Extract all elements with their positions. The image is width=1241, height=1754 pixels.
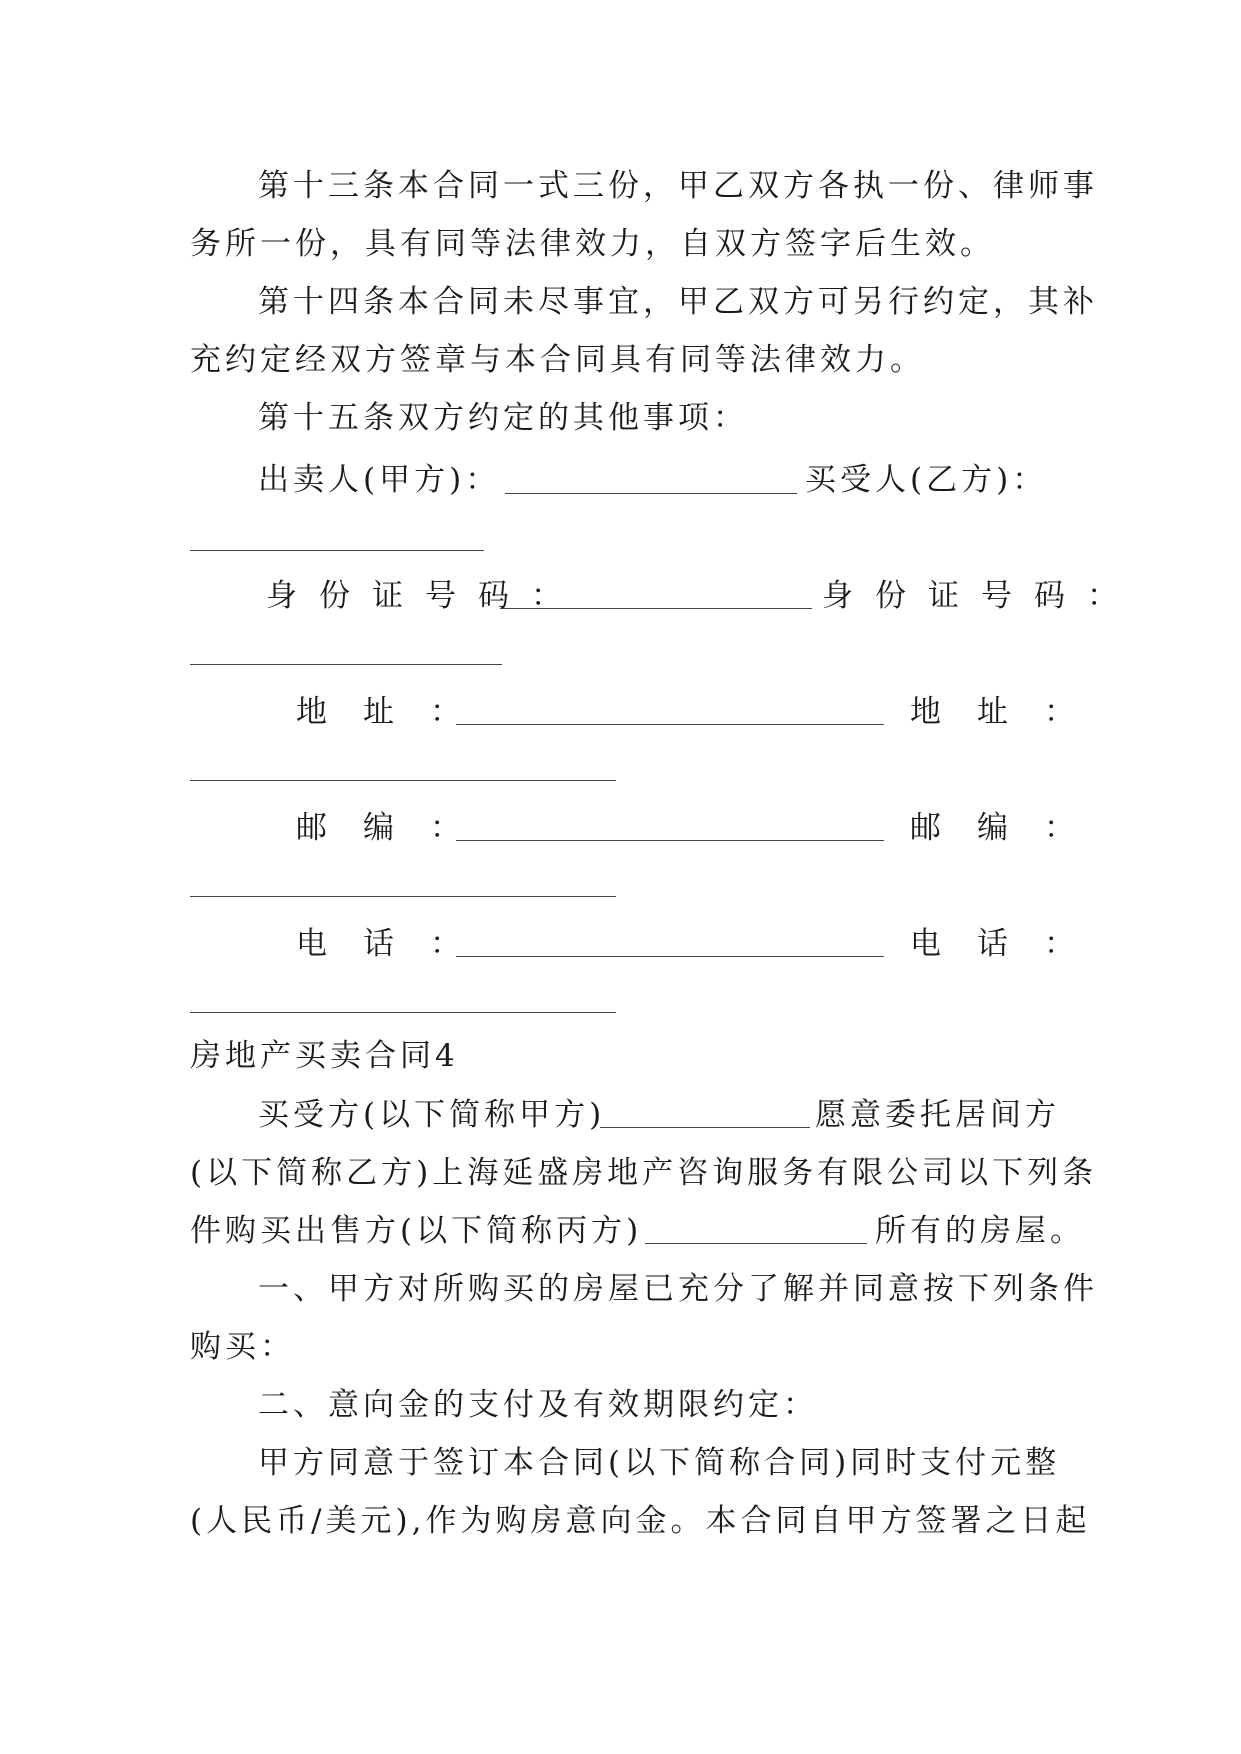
intro-line-3-start: 件购买出售方(以下简称丙方) [190, 1213, 643, 1249]
buyer-phone-label: 电话： [910, 926, 1111, 962]
seller-phone-label: 电话： [296, 926, 497, 962]
section-heading: 房地产买卖合同4 [190, 1038, 459, 1074]
seller-zip-blank [456, 840, 884, 841]
intro-line-2: (以下简称乙方)上海延盛房地产咨询服务有限公司以下列条 [190, 1155, 1098, 1191]
clause-14-line-1: 第十四条本合同未尽事宜，甲乙双方可另行约定，其补 [258, 284, 1098, 320]
clause-13-line-1: 第十三条本合同一式三份，甲乙双方各执一份、律师事 [258, 168, 1098, 204]
seller-label: 出卖人(甲方)： [258, 462, 501, 498]
buyer-id-blank [190, 664, 502, 665]
seller-address-blank [456, 724, 884, 725]
clause-13-line-2: 务所一份，具有同等法律效力，自双方签字后生效。 [190, 226, 995, 262]
buyer-zip-label: 邮编： [910, 810, 1111, 846]
buyer-address-label: 地址： [910, 694, 1111, 730]
seller-id-label: 身份证号码： [266, 578, 584, 614]
seller-id-blank [500, 608, 812, 609]
buyer-label: 买受人(乙方)： [805, 462, 1048, 498]
seller-phone-blank [456, 956, 884, 957]
seller-blank [505, 493, 797, 494]
seller-address-label: 地址： [296, 694, 497, 730]
buyer-address-blank [190, 780, 616, 781]
buyer-name-blank [600, 1127, 810, 1128]
item-1-line-1: 一、甲方对所购买的房屋已充分了解并同意按下列条件 [258, 1271, 1098, 1307]
seller-zip-label: 邮编： [296, 810, 497, 846]
intro-line-1-start: 买受方(以下简称甲方) [258, 1097, 606, 1133]
buyer-id-label: 身份证号码： [822, 578, 1140, 614]
buyer-zip-blank [190, 896, 616, 897]
intro-line-1-end: 愿意委托居间方 [815, 1097, 1060, 1133]
buyer-blank [190, 550, 484, 551]
seller-name-blank [645, 1243, 867, 1244]
intro-line-3-end: 所有的房屋。 [875, 1213, 1085, 1249]
item-2-line-2: (人民币/美元),作为购房意向金。本合同自甲方签署之日起 [190, 1503, 1091, 1539]
item-2-line-1: 甲方同意于签订本合同(以下简称合同)同时支付元整 [258, 1445, 1061, 1481]
clause-14-line-2: 充约定经双方签章与本合同具有同等法律效力。 [190, 342, 925, 378]
item-1-line-2: 购买： [190, 1329, 295, 1365]
clause-15: 第十五条双方约定的其他事项： [258, 400, 748, 436]
buyer-phone-blank [190, 1012, 616, 1013]
item-2-heading: 二、意向金的支付及有效期限约定： [258, 1387, 818, 1423]
